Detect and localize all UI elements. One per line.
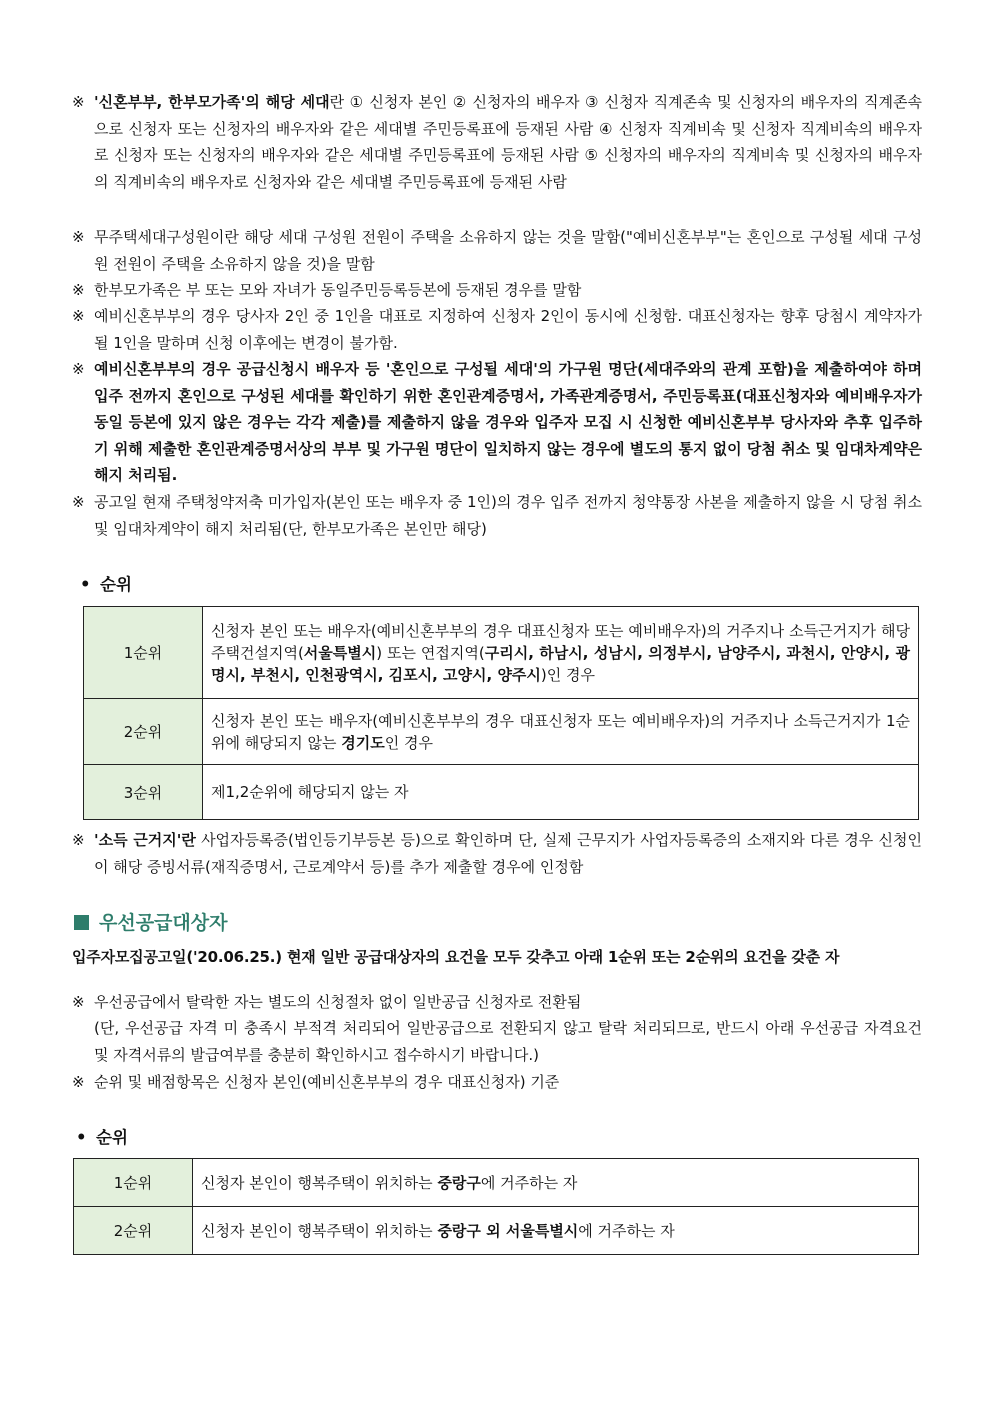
reference-mark: ※ [72,1073,85,1091]
table-row [84,607,919,699]
single-parent-text: 한부모가족은 부 또는 모와 자녀가 동일주민등록등본에 등재된 경우를 말함 [94,281,582,299]
household-term: '신혼부부, 한부모가족'의 해당 세대 [94,93,330,111]
rank-description: 신청자 본인 또는 배우자(예비신혼부부의 경우 대표신청자 또는 예비배우자)의 거주지나 소득근거지가 해당 주택건설지역(서울특별시) 또는 연접지역(구리시, 하남시, 성남시, 의정부시, 남양주시, 과천시, 안양시, 광명시, 부천시, 인천광역시, 김포시, 고양시, 양주시)인 경우 [203,607,919,699]
prospective-text: 예비신혼부부의 경우 당사자 2인 중 1인을 대표로 지정하여 신청자 2인이 동시에 신청함. 대표신청자는 향후 당첨시 계약자가 될 1인을 말하며 신청 이후에는 변경이 불가함. [94,307,922,352]
rank-table-priority [73,1158,919,1255]
priority-basis-text: 순위 및 배점항목은 신청자 본인(예비신혼부부의 경우 대표신청자) 기준 [94,1073,560,1091]
note-prospective-documents [72,356,922,489]
table-row [74,1159,919,1207]
prospective-documents-text: 예비신혼부부의 경우 공급신청시 배우자 등 '혼인으로 구성될 세대'의 가구원 명단(세대주와의 관계 포함)을 제출하여야 하며 입주 전까지 혼인으로 구성된 세대를 확인하기 위한 혼인관계증명서, 가족관계증명서, 주민등록표(대표신청자와 예비배우자가 동일 등본에 있지 않은 경우는 각각 제출)를 제출하지 않을 경우와 입주자 모집 시 신청한 예비신혼부부 당사자와 추후 입주하기 위해 제출한 혼인관계증명서상의 부부 및 가구원 명단이 일치하지 않는 경우에 별도의 통지 없이 당첨 취소 및 임대차계약은 해지 처리됨. [94,360,922,484]
rank-label: 1순위 [84,607,203,699]
rank-heading-label: 순위 [96,1128,128,1147]
rank-description: 신청자 본인이 행복주택이 위치하는 중랑구 외 서울특별시에 거주하는 자 [193,1207,919,1255]
homeless-text: 무주택세대구성원이란 해당 세대 구성원 전원이 주택을 소유하지 않는 것을 말함("예비신혼부부"는 혼인으로 구성될 세대 구성원 전원이 주택을 소유하지 않을 것)을 말함 [94,228,922,273]
reference-mark: ※ [72,493,85,511]
note-savings-account [72,489,922,542]
priority-lead-text: 입주자모집공고일('20.06.25.) 현재 일반 공급대상자의 요건을 모두 갖추고 아래 1순위 또는 2순위의 요건을 갖춘 자 [72,948,840,966]
bullet-icon: • [80,575,91,594]
rank-heading [76,1124,128,1148]
reference-mark: ※ [72,307,85,325]
rank-description: 신청자 본인이 행복주택이 위치하는 중랑구에 거주하는 자 [193,1159,919,1207]
note-income-basis [72,827,922,880]
rank-label: 1순위 [74,1159,193,1207]
note-priority-basis [72,1069,922,1096]
reference-mark: ※ [72,831,85,849]
rank-heading [80,571,132,595]
rank-label: 3순위 [84,765,203,820]
household-text: 란 ① 신청자 본인 ② 신청자의 배우자 ③ 신청자 직계존속 및 신청자의 배우자의 직계존속으로 신청자 또는 신청자의 배우자와 같은 세대별 주민등록표에 등재된 사람 ④ 신청자 직계비속 및 신청자 직계비속의 배우자로 신청자 또는 신청자의 배우자와 같은 세대별 주민등록표에 등재된 사람 ⑤ 신청자의 배우자의 직계비속 및 신청자의 배우자의 직계비속의 배우자로 신청자와 같은 세대별 주민등록표에 등재된 사람 [94,93,922,191]
table-row [84,765,919,820]
table-row [74,1207,919,1255]
note-household-definition [72,89,922,195]
reference-mark: ※ [72,360,85,378]
table-row [84,699,919,765]
note-single-parent [72,277,922,304]
rank-description: 제1,2순위에 해당되지 않는 자 [203,765,919,820]
bullet-icon: • [76,1128,87,1147]
note-prospective-couples [72,303,922,356]
rank-description: 신청자 본인 또는 배우자(예비신혼부부의 경우 대표신청자 또는 예비배우자)의 거주지나 소득근거지가 1순위에 해당되지 않는 경기도인 경우 [203,699,919,765]
rank-heading-label: 순위 [100,575,132,594]
note-homeless-household [72,224,922,277]
income-term: '소득 근거지'란 [94,831,196,849]
income-text: 사업자등록증(법인등기부등본 등)으로 확인하며 단, 실제 근무지가 사업자등록증의 소재지와 다른 경우 신청인이 해당 증빙서류(재직증명서, 근로계약서 등)를 추가 제출할 경우에 인정함 [94,831,922,876]
reference-mark: ※ [72,281,85,299]
priority-fallback-text: 우선공급에서 탈락한 자는 별도의 신청절차 없이 일반공급 신청자로 전환됨 [94,993,582,1011]
rank-table-general [83,606,919,820]
rank-label: 2순위 [84,699,203,765]
note-priority-caution [94,1015,922,1068]
reference-mark: ※ [72,93,85,111]
priority-section-title: 우선공급대상자 [74,908,227,935]
note-priority-fallback [72,989,922,1016]
reference-mark: ※ [72,993,85,1011]
priority-caution-text: (단, 우선공급 자격 미 충족시 부적격 처리되어 일반공급으로 전환되지 않고 탈락 처리되므로, 반드시 아래 우선공급 자격요건 및 자격서류의 발급여부를 충분히 확인하시고 접수하시기 바랍니다.) [94,1019,922,1064]
savings-text: 공고일 현재 주택청약저축 미가입자(본인 또는 배우자 중 1인)의 경우 입주 전까지 청약통장 사본을 제출하지 않을 시 당첨 취소 및 임대차계약이 해지 처리됨(단, 한부모가족은 본인만 해당) [94,493,922,538]
reference-mark: ※ [72,228,85,246]
square-bullet-icon [74,915,89,930]
rank-label: 2순위 [74,1207,193,1255]
